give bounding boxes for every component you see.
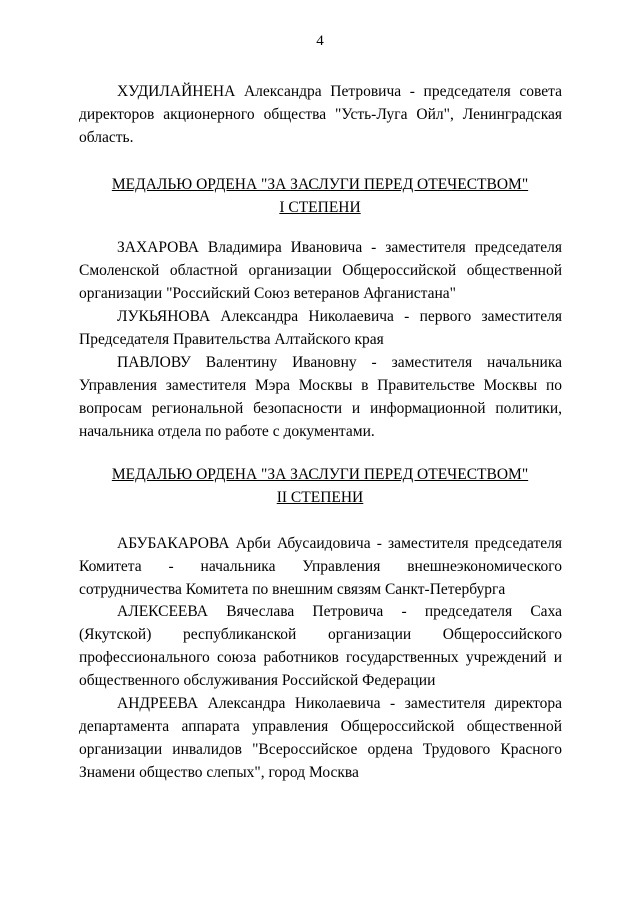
award-entry-zakharova	[79, 236, 562, 305]
entry-text: АБУБАКАРОВА Арби Абусаидовича - заместителя председателя Комитета - начальника Управления внешнеэкономического сотрудничества Комитета по внешним связям Санкт-Петербурга	[79, 535, 562, 598]
award-entry-khudilaynen	[79, 80, 562, 149]
award-entry-lukyanova	[79, 305, 562, 351]
entry-text: ЗАХАРОВА Владимира Ивановича - заместителя председателя Смоленской областной организации Общероссийской общественной организации "Российский Союз ветеранов Афганистана"	[79, 239, 562, 302]
heading-line-1: МЕДАЛЬЮ ОРДЕНА "ЗА ЗАСЛУГИ ПЕРЕД ОТЕЧЕСТВОМ"	[111, 176, 529, 193]
heading-line-2: II СТЕПЕНИ	[276, 489, 364, 506]
section-heading-degree-1	[0, 173, 640, 219]
award-entry-alekseeva	[79, 600, 562, 692]
heading-line-1: МЕДАЛЬЮ ОРДЕНА "ЗА ЗАСЛУГИ ПЕРЕД ОТЕЧЕСТВОМ"	[111, 466, 529, 483]
heading-line-2: I СТЕПЕНИ	[279, 199, 361, 216]
entry-text: ХУДИЛАЙНЕНА Александра Петровича - председателя совета директоров акционерного общества "Усть-Луга Ойл", Ленинградская область.	[79, 83, 562, 146]
award-entry-pavlova	[79, 351, 562, 443]
entry-text: ЛУКЬЯНОВА Александра Николаевича - первого заместителя Председателя Правительства Алтайского края	[79, 308, 562, 348]
entry-text: ПАВЛОВУ Валентину Ивановну - заместителя начальника Управления заместителя Мэра Москвы в Правительстве Москвы по вопросам региональной безопасности и информационной политики, начальника отдела по работе с документами.	[79, 354, 562, 440]
entry-text: АНДРЕЕВА Александра Николаевича - заместителя директора департамента аппарата управления Общероссийской общественной организации инвалидов "Всероссийское ордена Трудового Красного Знамени общество слепых", город Москва	[79, 695, 562, 781]
entry-text: АЛЕКСЕЕВА Вячеслава Петровича - председателя Саха (Якутской) республиканской организации Общероссийского профессионального союза работников государственных учреждений и общественного обслуживания Российской Федерации	[79, 603, 562, 689]
award-entry-andreeva	[79, 692, 562, 784]
section-heading-degree-2	[0, 463, 640, 509]
page-number: 4	[316, 33, 324, 49]
award-entry-abubakarova	[79, 532, 562, 601]
